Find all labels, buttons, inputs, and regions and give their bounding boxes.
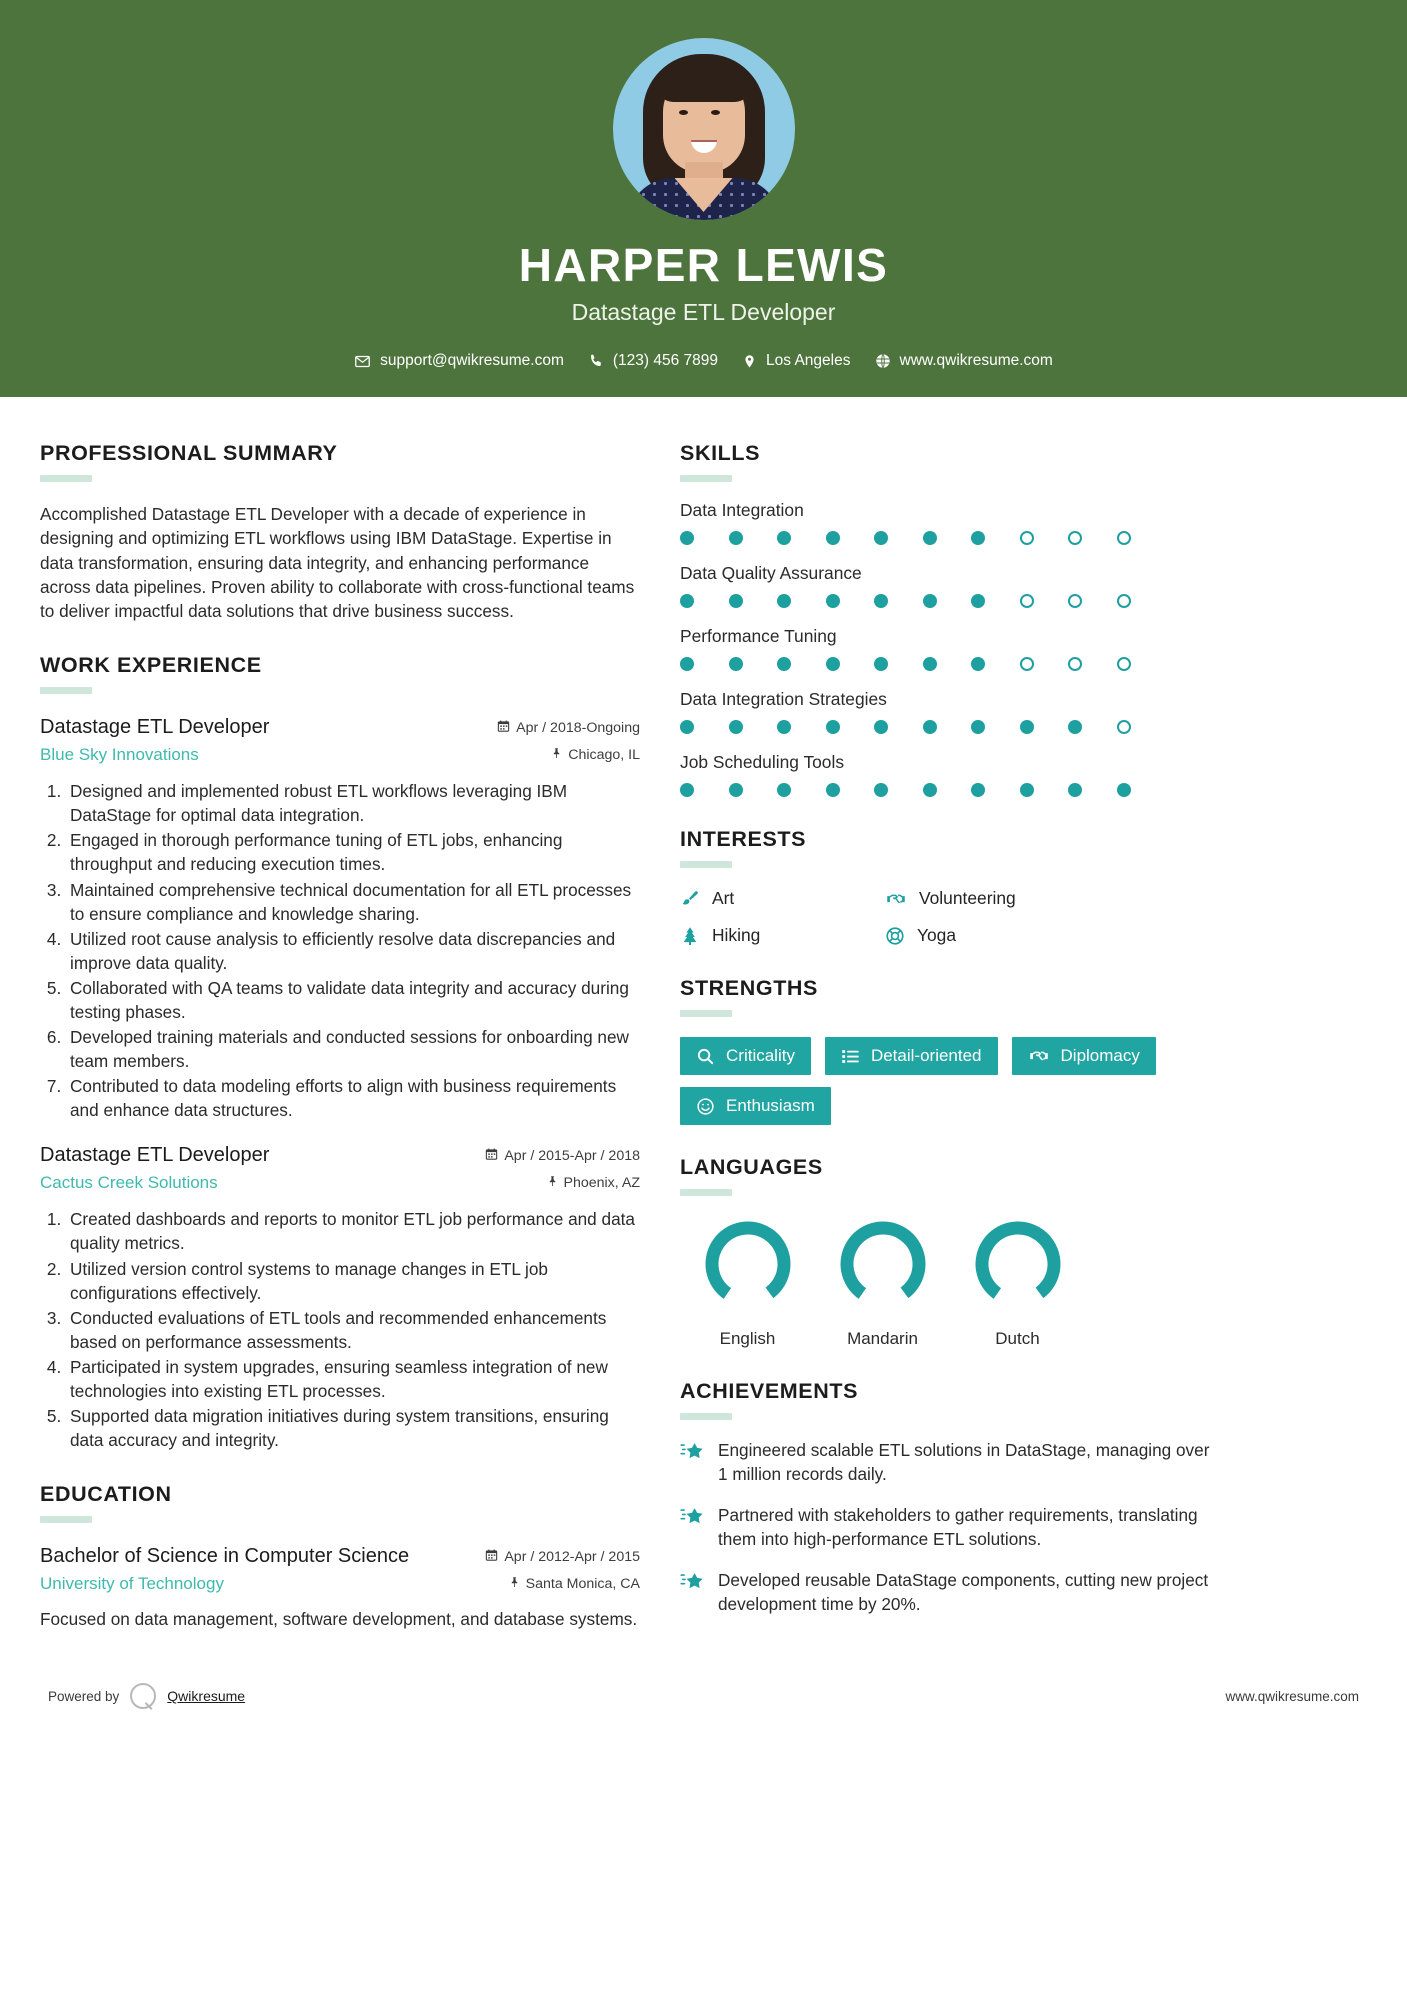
calendar-icon: [485, 1548, 498, 1566]
section-rule: [40, 475, 92, 482]
education-entry-header: [40, 1545, 640, 1568]
handshake-icon: [885, 889, 907, 909]
skill-dot: [1020, 720, 1034, 734]
education-entry: [40, 1545, 640, 1631]
skill-item: [680, 689, 1210, 734]
resume-body: [0, 397, 1407, 1661]
paintbrush-icon: [680, 889, 700, 909]
skill-rating: [680, 720, 1210, 734]
skill-item: [680, 500, 1210, 545]
skill-dot: [1020, 531, 1034, 545]
globe-icon: [875, 353, 891, 369]
education-entry-location-text: Santa Monica, CA: [525, 1576, 640, 1593]
avatar-eye-right: [711, 110, 720, 115]
contact-location: [742, 352, 850, 370]
work-entry-location: [547, 1174, 641, 1192]
interest-label: Yoga: [917, 925, 957, 945]
work-entry-date: [485, 1147, 640, 1165]
interest-list: [680, 888, 1210, 946]
qwikresume-logo-icon: [130, 1683, 156, 1709]
skill-dot: [729, 657, 743, 671]
work-entry-header: [40, 716, 640, 739]
handshake-icon: [1028, 1046, 1050, 1066]
skill-dot: [971, 783, 985, 797]
work-bullet: 1. Created dashboards and reports to monitor ETL job performance and data quality metrics.: [66, 1207, 640, 1255]
calendar-icon: [485, 1147, 498, 1165]
education-entry-list: [40, 1545, 640, 1631]
skill-dot: [923, 720, 937, 734]
footer-website: www.qwikresume.com: [1225, 1688, 1359, 1704]
skill-dot: [923, 594, 937, 608]
section-rule: [680, 1413, 732, 1420]
education-entry-organization: University of Technology: [40, 1574, 224, 1594]
achievement-text: Engineered scalable ETL solutions in DataStage, managing over 1 million records daily.: [718, 1440, 1210, 1485]
work-entry-organization: Cactus Creek Solutions: [40, 1173, 218, 1193]
contact-bar: [354, 352, 1053, 370]
skill-item: [680, 626, 1210, 671]
skill-item: [680, 563, 1210, 608]
work-entry-date: [497, 719, 640, 737]
language-label: Mandarin: [847, 1329, 918, 1348]
skill-dot: [777, 657, 791, 671]
strength-label: Enthusiasm: [726, 1096, 815, 1115]
strength-list: [680, 1037, 1210, 1125]
skill-rating: [680, 531, 1210, 545]
contact-email-text: support@qwikresume.com: [380, 352, 564, 369]
skill-dot: [874, 531, 888, 545]
contact-phone-text: (123) 456 7899: [612, 352, 719, 369]
skill-label: Performance Tuning: [680, 626, 837, 646]
calendar-icon: [497, 719, 510, 737]
section-interests: [680, 827, 1210, 946]
left-column: [40, 441, 640, 1661]
resume-header: [0, 0, 1407, 397]
work-bullet: 4. Participated in system upgrades, ensuring seamless integration of new technologies into existing ETL processes.: [66, 1355, 640, 1403]
language-item: [680, 1218, 815, 1349]
pin-icon: [509, 1575, 520, 1593]
skill-dot: [1068, 720, 1082, 734]
work-bullet: 3. Maintained comprehensive technical documentation for all ETL processes to ensure compliance and knowledge sharing.: [66, 878, 640, 926]
work-entry-list: [40, 716, 640, 1452]
resume-footer: [0, 1661, 1407, 1739]
achievement-item: [680, 1438, 1210, 1486]
section-title: LANGUAGES: [680, 1155, 823, 1179]
skill-dot: [680, 720, 694, 734]
section-rule: [40, 1516, 92, 1523]
contact-email[interactable]: [354, 352, 564, 370]
interest-item: [680, 925, 885, 946]
section-title: STRENGTHS: [680, 976, 818, 1000]
skill-dot: [971, 657, 985, 671]
work-bullet: 7. Contributed to data modeling efforts to align with business requirements and enhance data structures.: [66, 1074, 640, 1122]
skill-dot: [1020, 657, 1034, 671]
work-entry-date-text: Apr / 2015-Apr / 2018: [504, 1148, 640, 1165]
candidate-name: HARPER LEWIS: [518, 239, 889, 291]
skill-dot: [826, 531, 840, 545]
work-entry-title: Datastage ETL Developer: [40, 716, 270, 739]
section-work-experience: [40, 653, 640, 1452]
skill-dot: [1020, 594, 1034, 608]
work-entry-date-text: Apr / 2018-Ongoing: [516, 720, 640, 737]
work-entry-bullets: [40, 779, 640, 1122]
skill-dot: [1020, 783, 1034, 797]
skill-rating: [680, 657, 1210, 671]
skill-dot: [1117, 531, 1131, 545]
skill-dot: [729, 531, 743, 545]
section-education: [40, 1482, 640, 1631]
education-entry-subheader: [40, 1574, 640, 1594]
skill-rating: [680, 783, 1210, 797]
section-title: EDUCATION: [40, 1482, 172, 1507]
skill-dot: [826, 594, 840, 608]
work-entry-header: [40, 1144, 640, 1167]
skill-dot: [971, 531, 985, 545]
section-title: WORK EXPERIENCE: [40, 653, 262, 678]
skill-dot: [923, 783, 937, 797]
strength-chip: [1012, 1037, 1156, 1075]
section-rule: [40, 687, 92, 694]
work-bullet: 3. Conducted evaluations of ETL tools and recommended enhancements based on performance assessments.: [66, 1306, 640, 1354]
skill-dot: [680, 594, 694, 608]
skill-dot: [1117, 657, 1131, 671]
section-title: SKILLS: [680, 441, 761, 465]
pin-icon: [551, 746, 562, 764]
pin-icon: [547, 1174, 558, 1192]
education-entry-date: [485, 1548, 640, 1566]
interest-item: [885, 888, 1210, 909]
achievement-text: Developed reusable DataStage components, cutting new project development time by 20%.: [718, 1570, 1209, 1615]
pine-tree-icon: [680, 926, 700, 946]
skill-label: Data Integration Strategies: [680, 689, 887, 709]
interest-item: [885, 925, 1210, 946]
strength-label: Detail-oriented: [870, 1046, 982, 1065]
star-badge-icon: [680, 1438, 704, 1463]
strength-label: Diplomacy: [1060, 1046, 1140, 1065]
summary-text: Accomplished Datastage ETL Developer with a decade of experience in designing and optimizing ETL workflows using IBM DataStage. Expertise in data transformation, ensuring data integrity, and enhancing performance across data pipelines. Proven ability to collaborate with cross-functional teams to deliver impactful data solutions that drive business success.: [40, 504, 635, 621]
language-list: [680, 1218, 1210, 1349]
avatar-fringe: [657, 60, 751, 102]
education-entry-date-text: Apr / 2012-Apr / 2015: [504, 1549, 640, 1566]
contact-location-text: Los Angeles: [766, 352, 851, 369]
interest-label: Volunteering: [919, 888, 1016, 908]
skill-dot: [680, 783, 694, 797]
strength-chip: [825, 1037, 998, 1075]
work-entry-bullets: [40, 1207, 640, 1452]
section-rule: [680, 1189, 732, 1196]
language-ring: [702, 1218, 794, 1315]
strength-label: Criticality: [726, 1046, 795, 1065]
work-bullet: 4. Utilized root cause analysis to efficiently resolve data discrepancies and improve data quality.: [66, 927, 640, 975]
skill-dot: [874, 783, 888, 797]
language-ring: [972, 1218, 1064, 1315]
skill-dot: [874, 657, 888, 671]
work-entry-subheader: [40, 745, 640, 765]
work-entry-location-text: Phoenix, AZ: [563, 1175, 640, 1192]
qwikresume-link[interactable]: Qwikresume: [167, 1688, 246, 1705]
avatar-eye-left: [679, 110, 688, 115]
skill-dot: [680, 657, 694, 671]
skill-dot: [729, 783, 743, 797]
skill-dot: [874, 594, 888, 608]
right-column: [680, 441, 1210, 1661]
smiley-icon: [696, 1097, 715, 1116]
skill-dot: [1068, 594, 1082, 608]
skill-dot: [777, 783, 791, 797]
section-rule: [680, 475, 732, 482]
interest-label: Art: [712, 888, 735, 908]
contact-phone[interactable]: [588, 352, 718, 370]
list-icon: [841, 1047, 860, 1066]
skill-dot: [826, 657, 840, 671]
language-ring: [837, 1218, 929, 1315]
achievement-text: Partnered with stakeholders to gather requirements, translating them into high-performance ETL solutions.: [718, 1505, 1198, 1550]
section-title: ACHIEVEMENTS: [680, 1379, 859, 1403]
skill-dot: [1068, 657, 1082, 671]
skill-label: Job Scheduling Tools: [680, 752, 845, 772]
education-entry-description: Focused on data management, software development, and database systems.: [40, 1609, 638, 1630]
skill-dot: [777, 594, 791, 608]
strength-chip: [680, 1087, 831, 1125]
language-label: English: [719, 1329, 776, 1348]
skill-dot: [729, 594, 743, 608]
skill-dot: [971, 594, 985, 608]
section-rule: [680, 861, 732, 868]
skill-dot: [1068, 531, 1082, 545]
work-entry-location-text: Chicago, IL: [568, 747, 640, 764]
skill-dot: [923, 657, 937, 671]
contact-website-text: www.qwikresume.com: [899, 352, 1053, 369]
work-entry-title: Datastage ETL Developer: [40, 1144, 270, 1167]
achievement-item: [680, 1568, 1210, 1616]
section-languages: [680, 1155, 1210, 1349]
section-strengths: [680, 976, 1210, 1125]
lifebuoy-icon: [885, 926, 905, 946]
education-entry-location: [509, 1575, 640, 1593]
skill-dot: [777, 531, 791, 545]
work-entry: [40, 716, 640, 1122]
phone-icon: [588, 353, 604, 369]
star-badge-icon: [680, 1568, 704, 1593]
skill-label: Data Quality Assurance: [680, 563, 862, 583]
avatar: [613, 38, 795, 220]
strength-chip: [680, 1037, 811, 1075]
work-entry: [40, 1144, 640, 1452]
skill-dot: [1117, 783, 1131, 797]
skill-dot: [923, 531, 937, 545]
interest-label: Hiking: [712, 925, 761, 945]
skill-dot: [826, 720, 840, 734]
magnifier-icon: [696, 1047, 715, 1066]
work-bullet: 2. Utilized version control systems to manage changes in ETL job configurations effectively.: [66, 1257, 640, 1305]
achievement-item: [680, 1503, 1210, 1551]
powered-by-label: Powered by: [48, 1688, 120, 1704]
skill-list: [680, 500, 1210, 797]
skill-rating: [680, 594, 1210, 608]
language-item: [950, 1218, 1085, 1349]
skill-dot: [971, 720, 985, 734]
star-badge-icon: [680, 1503, 704, 1528]
section-title: PROFESSIONAL SUMMARY: [40, 441, 338, 465]
work-entry-organization: Blue Sky Innovations: [40, 745, 199, 765]
footer-brand: [48, 1683, 245, 1709]
education-entry-title: Bachelor of Science in Computer Science: [40, 1545, 410, 1568]
skill-dot: [874, 720, 888, 734]
location-pin-icon: [742, 353, 757, 370]
skill-dot: [729, 720, 743, 734]
work-bullet: 6. Developed training materials and conducted sessions for onboarding new team members.: [66, 1025, 640, 1073]
section-professional-summary: [40, 441, 640, 623]
language-label: Dutch: [995, 1329, 1040, 1348]
skill-dot: [1117, 594, 1131, 608]
work-bullet: 1. Designed and implemented robust ETL workflows leveraging IBM DataStage for optimal data integration.: [66, 779, 640, 827]
achievement-list: [680, 1438, 1210, 1616]
work-bullet: 5. Supported data migration initiatives during system transitions, ensuring data accuracy and integrity.: [66, 1404, 640, 1452]
skill-dot: [777, 720, 791, 734]
section-skills: [680, 441, 1210, 797]
language-item: [815, 1218, 950, 1349]
skill-item: [680, 752, 1210, 797]
candidate-role: Datastage ETL Developer: [571, 299, 836, 325]
skill-dot: [1068, 783, 1082, 797]
skill-label: Data Integration: [680, 500, 804, 520]
work-entry-location: [551, 746, 640, 764]
skill-dot: [680, 531, 694, 545]
work-bullet: 5. Collaborated with QA teams to validate data integrity and accuracy during testing phases.: [66, 976, 640, 1024]
contact-website[interactable]: [875, 352, 1053, 370]
section-achievements: [680, 1379, 1210, 1616]
section-rule: [680, 1010, 732, 1017]
work-bullet: 2. Engaged in thorough performance tuning of ETL jobs, enhancing throughput and reducing execution times.: [66, 828, 640, 876]
work-entry-subheader: [40, 1173, 640, 1193]
skill-dot: [826, 783, 840, 797]
section-title: INTERESTS: [680, 827, 807, 851]
skill-dot: [1117, 720, 1131, 734]
envelope-icon: [354, 353, 371, 370]
interest-item: [680, 888, 885, 909]
